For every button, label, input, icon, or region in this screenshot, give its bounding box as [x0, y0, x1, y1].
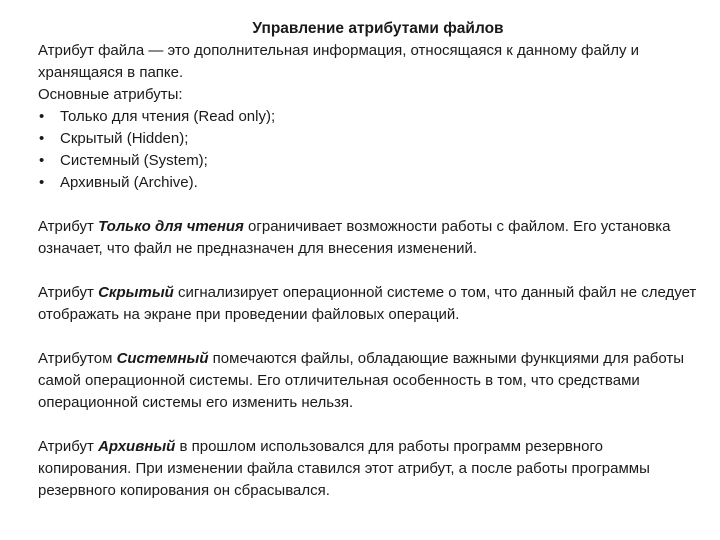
attributes-list-heading: Основные атрибуты: [38, 86, 183, 103]
paragraph-lead: Атрибут [38, 438, 99, 455]
paragraph-lead: Атрибутом [38, 350, 117, 367]
list-item-text: Системный (System); [60, 152, 208, 169]
paragraph-body: помечаются файлы, обладающие важными функциями для работы самой операционной системы. Его отличительная особенность в том, что средствами операционной системы его изменить нельзя. [38, 350, 685, 411]
list-item [38, 128, 698, 150]
bullet-icon: • [39, 130, 45, 147]
attribute-name-emphasis: Только для чтения [98, 218, 244, 235]
bullet-icon: • [39, 174, 45, 191]
slide-content [38, 18, 698, 502]
list-item [38, 150, 698, 172]
attribute-definition: Атрибут файла — это дополнительная информация, относящаяся к данному файлу и хранящаяся в папке. [38, 42, 640, 81]
attribute-name-emphasis: Архивный [98, 438, 176, 455]
list-item-text: Архивный (Archive). [60, 174, 198, 191]
paragraph-hidden [38, 282, 698, 326]
spacer [38, 414, 698, 436]
paragraph-archive [38, 436, 698, 502]
list-item [38, 106, 698, 128]
spacer [38, 326, 698, 348]
attribute-name-emphasis: Скрытый [98, 284, 174, 301]
paragraph-body: ограничивает возможности работы с файлом. Его установка означает, что файл не предназначен для внесения изменений. [38, 218, 671, 257]
list-item-text: Скрытый (Hidden); [60, 130, 189, 147]
attribute-name-emphasis: Системный [116, 350, 209, 367]
bullet-icon: • [39, 108, 45, 125]
slide-title: Управление атрибутами файлов [252, 20, 504, 37]
list-item [38, 172, 698, 194]
attributes-list [38, 106, 698, 194]
paragraph-read-only [38, 216, 698, 260]
paragraph-body: сигнализирует операционной системе о том, что данный файл не следует отображать на экране при проведении файловых операций. [38, 284, 697, 323]
spacer [38, 260, 698, 282]
paragraph-lead: Атрибут [38, 284, 99, 301]
bullet-icon: • [39, 152, 45, 169]
spacer [38, 194, 698, 216]
paragraph-lead: Атрибут [38, 218, 99, 235]
paragraph-system [38, 348, 698, 414]
paragraph-body: в прошлом использовался для работы программ резервного копирования. При изменении файла ставился этот атрибут, а после работы программы резервного копирования он сбрасывался. [38, 438, 650, 499]
list-item-text: Только для чтения (Read only); [60, 108, 276, 125]
